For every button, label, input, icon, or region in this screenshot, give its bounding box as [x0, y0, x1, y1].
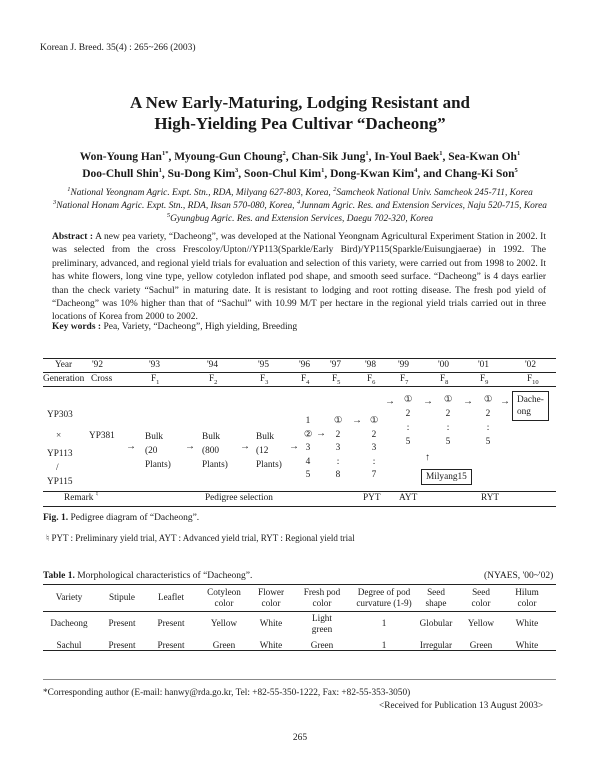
- table-cell: [197, 618, 251, 629]
- selection-col-99: [401, 393, 415, 449]
- author-affiliation-marker: 4: [414, 167, 418, 175]
- table-cell: [251, 618, 291, 629]
- table-header-rule: [43, 611, 556, 612]
- year-cell: '98: [365, 360, 376, 370]
- author-line-2: Doo-Chull Shin$^1$, Su-Dong Kim$^3$, Soon-Chul Kim$^1$, Dong-Kwan Kim$^4$, and Chang-Ki Son$^5$: [82, 167, 518, 180]
- generation-subscript: 3: [265, 378, 269, 386]
- table-cell-line: Yellow: [210, 618, 238, 628]
- affiliation-line-3: [0, 213, 600, 227]
- table-cell-line: Green: [212, 640, 236, 650]
- selection-line: 2: [485, 409, 491, 419]
- year-cell: '01: [478, 360, 489, 370]
- table-header-cell-line: color: [261, 598, 281, 608]
- selection-line: :: [486, 423, 490, 433]
- arrow-icon: →: [385, 396, 395, 407]
- table-cell: [461, 640, 501, 651]
- table-caption-text: Morphological characteristics of “Dacheong”.: [74, 571, 253, 581]
- table-header-cell: [352, 587, 416, 609]
- table-header-cell-line: shape: [425, 598, 447, 608]
- generation-cell: $F_6$: [367, 374, 376, 386]
- year-cell: '96: [299, 360, 310, 370]
- table-header-cell-line: Fresh pod: [303, 587, 341, 597]
- figure-caption-text: Pedigree diagram of “Dacheong”.: [68, 513, 200, 523]
- selection-line: 5: [405, 437, 411, 447]
- affiliation-line-2: [0, 200, 600, 214]
- affiliation-marker: 2: [333, 185, 337, 193]
- paper-title-line-1: A New Early-Maturing, Lodging Resistant and: [129, 93, 471, 112]
- table-header-cell: [251, 587, 291, 609]
- milyang15-box: Milyang15: [421, 469, 472, 485]
- generation-subscript: 8: [445, 378, 449, 386]
- affiliation-text: Junnam Agric. Res. and Extension Services, Naju 520-715, Korea: [300, 201, 547, 211]
- table-header-cell-line: Hilum: [515, 587, 539, 597]
- selection-line: ①: [333, 416, 343, 426]
- generation-cell: $F_{10}$: [527, 374, 539, 386]
- up-arrow-icon: ↑: [425, 452, 430, 463]
- figure-caption: [43, 513, 199, 523]
- final-cultivar-box: [512, 391, 549, 421]
- year-cell: '02: [525, 360, 536, 370]
- table-cell-line: White: [259, 640, 283, 650]
- bulk-stage-line: (20: [145, 446, 158, 456]
- table-cell: [415, 640, 457, 651]
- table-cell: [148, 640, 194, 651]
- received-date: <Received for Publication 13 August 2003>: [379, 701, 544, 711]
- author-name: Sea-Kwan Oh: [448, 151, 517, 163]
- table-cell-line: green: [311, 624, 333, 634]
- selection-line: 1: [305, 416, 311, 426]
- table-cell: [293, 613, 351, 635]
- table-cell-line: 1: [381, 618, 387, 628]
- generation-cell: $F_7$: [400, 374, 409, 386]
- generation-subscript: 5: [337, 378, 341, 386]
- parent-yp303: YP303: [47, 410, 73, 420]
- table-header-cell-line: Variety: [55, 592, 83, 602]
- remark-ayt: AYT: [399, 493, 418, 503]
- generation-subscript: 7: [405, 378, 409, 386]
- table-header-cell-line: Seed: [472, 587, 490, 597]
- bulk-stage-line: Plants): [256, 460, 282, 470]
- table-cell-line: Irregular: [419, 640, 453, 650]
- affiliation-text: Gyungbug Agric. Res. and Extension Services, Daegu 702-320, Korea: [170, 214, 434, 224]
- selection-line: 3: [335, 443, 341, 453]
- author-name: Chan-Sik Jung: [291, 151, 366, 163]
- selection-line: 7: [371, 470, 377, 480]
- generation-subscript: 6: [372, 378, 376, 386]
- selection-line: 2: [405, 409, 411, 419]
- author-name: Soon-Chul Kim: [244, 168, 322, 180]
- bulk-stage-line: Bulk: [202, 432, 221, 442]
- table-cell-line: Light: [312, 613, 332, 623]
- affiliation-text: National Yeongnam Agric. Expt. Stn., RDA, Milyang 627-803, Korea,: [70, 188, 334, 198]
- table-cell-line: Present: [108, 618, 136, 628]
- cross-symbol: ×: [56, 431, 62, 441]
- table-cell: [98, 618, 146, 629]
- slash-symbol: /: [56, 463, 59, 473]
- table-header-cell-line: Leaflet: [157, 592, 184, 602]
- paper-title-line-2: High-Yielding Pea Cultivar “Dacheong”: [154, 114, 446, 133]
- selection-line: 5: [445, 437, 451, 447]
- selection-line: 5: [485, 437, 491, 447]
- generation-cell: $F_5$: [332, 374, 341, 386]
- table-header-cell: [43, 592, 95, 603]
- selection-line: 2: [445, 409, 451, 419]
- selection-line: 2: [371, 429, 377, 440]
- arrow-icon: →: [289, 441, 299, 452]
- table-cell-line: Present: [157, 618, 185, 628]
- journal-citation: Korean J. Breed. 35(4) : 265~266 (2003): [40, 43, 196, 53]
- selection-line: ②: [303, 429, 313, 440]
- table-cell-line: Globular: [419, 618, 453, 628]
- generation-cell: $F_4$: [301, 374, 310, 386]
- figure-note-text: PYT : Preliminary yield trial, AYT : Advanced yield trial, RYT : Regional yield trial: [49, 533, 355, 543]
- table-cell: [502, 640, 552, 651]
- author-name: Won-Young Han: [79, 151, 162, 163]
- year-cell: '99: [398, 360, 409, 370]
- year-cell: '95: [258, 360, 269, 370]
- pedigree-bottom-rule: [43, 506, 556, 507]
- author-affiliation-marker: 3: [235, 167, 239, 175]
- arrow-icon: →: [463, 396, 473, 407]
- table-cell-line: White: [259, 618, 283, 628]
- table-header-cell-line: color: [312, 598, 332, 608]
- author-name: and Chang-Ki Son: [423, 168, 515, 180]
- figure-caption-label: Fig. 1.: [43, 513, 69, 523]
- table-cell: [461, 618, 501, 629]
- selection-col-98: [367, 415, 381, 483]
- table-header-cell-line: Flower: [257, 587, 285, 597]
- author-name: Myoung-Gun Choung: [174, 151, 283, 163]
- table-cell-line: Sachul: [56, 640, 82, 650]
- bulk-stage-line: Bulk: [256, 432, 275, 442]
- selection-line: 3: [305, 443, 311, 453]
- selection-line: :: [406, 423, 410, 433]
- abstract: [52, 231, 546, 325]
- table-header-cell-line: color: [214, 598, 234, 608]
- author-name: Su-Dong Kim: [167, 168, 236, 180]
- table-header-cell-line: color: [471, 598, 491, 608]
- year-cell: '94: [207, 360, 218, 370]
- bulk-stage-line: Bulk: [145, 432, 164, 442]
- arrow-icon: →: [500, 396, 510, 407]
- table-cell-line: Dacheong: [50, 618, 88, 628]
- table-cell-line: Green: [469, 640, 493, 650]
- table-header-cell-line: Cotyleon: [207, 587, 241, 597]
- affiliation-marker: 1: [67, 185, 71, 193]
- generation-label: Generation: [43, 374, 85, 384]
- bulk-stage-line: Plants): [202, 460, 228, 470]
- table-caption-label: Table 1.: [43, 571, 75, 581]
- author-affiliation-marker: 1: [158, 167, 162, 175]
- table-header-cell-line: Seed: [427, 587, 445, 597]
- selection-line: :: [446, 423, 450, 433]
- figure-note-mark: ♮: [46, 533, 50, 543]
- table-cell-line: Present: [108, 640, 136, 650]
- keywords-text: Pea, Variety, “Dacheong”, High yielding, Breeding: [101, 322, 298, 332]
- selection-col-97: [331, 415, 345, 483]
- generation-cell: Cross: [91, 374, 113, 384]
- table-cell: [148, 618, 194, 629]
- generation-subscript: 9: [485, 378, 489, 386]
- selection-col-96: [301, 415, 315, 483]
- table-cell-line: 1: [381, 640, 387, 650]
- author-name: Dong-Kwan Kim: [330, 168, 415, 180]
- table-cell: [98, 640, 146, 651]
- table-top-rule: [43, 584, 556, 585]
- selection-line: 2: [335, 429, 341, 440]
- table-header-cell: [98, 592, 146, 603]
- year-cell: '97: [330, 360, 341, 370]
- selection-col-01: [481, 393, 495, 449]
- table-cell: [352, 618, 416, 629]
- author-name: In-Youl Baek: [374, 151, 440, 163]
- arrow-icon: →: [423, 396, 433, 407]
- page-number: 265: [292, 733, 308, 743]
- affiliation-text: Samcheok National Univ. Samcheok 245-711, Korea: [336, 188, 533, 198]
- abstract-label: Abstract :: [52, 232, 94, 242]
- generation-subscript: 4: [306, 378, 310, 386]
- final-cultivar-name: ong: [517, 407, 531, 417]
- affiliation-text: National Honam Agric. Expt. Stn., RDA, Iksan 570-080, Korea,: [56, 201, 297, 211]
- remark-label-text: Remark: [64, 493, 94, 503]
- pedigree-header-rule: [43, 372, 556, 373]
- generation-cell: $F_3$: [260, 374, 269, 386]
- arrow-icon: →: [126, 441, 136, 452]
- table-header-cell: [461, 587, 501, 609]
- remark-label: [64, 490, 99, 503]
- table-header-cell: [502, 587, 552, 609]
- author-affiliation-marker: 5: [514, 167, 518, 175]
- table-cell: [43, 640, 95, 651]
- generation-cell: $F_9$: [480, 374, 489, 386]
- keywords-label: Key words :: [52, 322, 102, 332]
- author-affiliation-marker: 1: [439, 150, 443, 158]
- table-header-cell: [197, 587, 251, 609]
- bulk-stage-line: (800: [202, 446, 220, 456]
- table-caption: [43, 571, 252, 581]
- remark-pedigree-selection: Pedigree selection: [205, 493, 273, 503]
- table-source: (NYAES, '00~'02): [484, 571, 554, 581]
- table-cell: [502, 618, 552, 629]
- generation-subscript: 2: [214, 378, 218, 386]
- keywords: [52, 322, 297, 332]
- selection-line: 8: [335, 470, 341, 480]
- year-label: Year: [55, 360, 73, 370]
- remark-ryt: RYT: [481, 493, 500, 503]
- year-cell: '00: [438, 360, 449, 370]
- figure-note: [46, 533, 355, 544]
- parent-yp115: YP115: [47, 477, 73, 487]
- table-cell: [415, 618, 457, 629]
- corresponding-author-footnote: *Corresponding author (E-mail: hanwy@rda.go.kr, Tel: +82-55-350-1222, Fax: +82-55-353-3050): [43, 688, 411, 698]
- selection-line: 4: [305, 456, 311, 467]
- pedigree-generation-rule: [43, 386, 556, 387]
- author-affiliation-marker: 2: [282, 150, 286, 158]
- table-cell: [352, 640, 416, 651]
- footnote-rule: [43, 679, 556, 680]
- abstract-text: A new pea variety, “Dacheong”, was developed at the National Yeongnam Agricultural Experiment Station in 2002. It was selected from the cross Frescoloy/Upton//YP113(Sparkle/Early Bird)/YP115(Sparkle/Euisungjaerae) in 1992. The preliminary, advanced, and regional yield trials for evaluation and selection of this variety, were carried out from 1998 to 2002. It has white flowers, long vine type, yellow cotyledon inflated pod shape, and smooth seed surface. “Dacheong” is 4 days earlier than the check variety “Sachul” in maturing date. It is resistant to lodging and root rotting disease. The fresh pod yield of “Dacheong” was 10% higher than that of “Sachul” with 10.99 M/T per hectare in the regional yield trials carried out in three locations of Korea from 2000 to 2002.: [52, 232, 546, 323]
- author-affiliation-marker: 1: [516, 150, 521, 158]
- bulk-stage-line: (12: [256, 446, 269, 456]
- remark-mark: ♮: [95, 490, 99, 498]
- selection-line: ①: [403, 395, 413, 405]
- selection-line: :: [372, 456, 376, 467]
- table-cell-line: Present: [157, 640, 185, 650]
- author-line-1: Won-Young Han$^{1*}$, Myoung-Gun Choung$^2$, Chan-Sik Jung$^1$, In-Youl Baek$^1$, Sea-Kwan Oh$^1$: [79, 150, 521, 163]
- selection-line: 5: [305, 470, 311, 480]
- table-cell-line: White: [515, 618, 539, 628]
- generation-subscript: 10: [532, 378, 539, 386]
- selection-line: :: [336, 456, 340, 467]
- author-affiliation-marker: 1: [365, 150, 369, 158]
- table-header-cell-line: color: [517, 598, 537, 608]
- bulk-stage-2: [202, 430, 228, 472]
- selection-line: ①: [443, 395, 453, 405]
- table-header-cell: [293, 587, 351, 609]
- selection-line: ①: [369, 416, 379, 426]
- final-cultivar-name: Dache-: [517, 395, 544, 405]
- bulk-stage-3: [256, 430, 282, 472]
- generation-cell: $F_1$: [151, 374, 160, 386]
- arrow-icon: →: [185, 441, 195, 452]
- author-affiliation-marker: 1*: [161, 150, 169, 158]
- year-cell: '93: [149, 360, 160, 370]
- table-cell-line: Yellow: [467, 618, 495, 628]
- arrow-icon: →: [352, 415, 362, 426]
- generation-cell: $F_2$: [209, 374, 218, 386]
- selection-line: 3: [371, 443, 377, 453]
- generation-subscript: 1: [156, 378, 160, 386]
- affiliation-marker: 5: [166, 211, 171, 219]
- author-affiliation-marker: 1: [321, 167, 325, 175]
- table-cell-line: Green: [310, 640, 334, 650]
- table-header-cell-line: Stipule: [108, 592, 136, 602]
- pedigree-remark-rule: [43, 491, 556, 492]
- table-header-cell-line: Degree of pod: [357, 587, 411, 597]
- arrow-icon: →: [240, 441, 250, 452]
- pedigree-top-rule: [43, 358, 556, 359]
- table-cell: [293, 640, 351, 651]
- year-cell: '92: [92, 360, 103, 370]
- arrow-icon: →: [316, 428, 326, 439]
- table-cell: [43, 618, 95, 629]
- table-cell-line: White: [515, 640, 539, 650]
- remark-pyt: PYT: [363, 493, 381, 503]
- bulk-stage-line: Plants): [145, 460, 171, 470]
- table-cell: [251, 640, 291, 651]
- parent-yp113: YP113: [47, 449, 73, 459]
- table-header-cell: [148, 592, 194, 603]
- author-name: Doo-Chull Shin: [82, 168, 159, 180]
- table-header-cell-line: curvature (1-9): [356, 598, 412, 608]
- selection-col-00: [441, 393, 455, 449]
- bulk-stage-1: [145, 430, 171, 472]
- parent-yp381: YP381: [89, 431, 115, 441]
- generation-cell: $F_8$: [440, 374, 449, 386]
- table-header-cell: [415, 587, 457, 609]
- selection-line: ①: [483, 395, 493, 405]
- affiliation-marker: 4: [296, 198, 301, 206]
- affiliation-marker: 3: [53, 198, 57, 206]
- table-cell: [197, 640, 251, 651]
